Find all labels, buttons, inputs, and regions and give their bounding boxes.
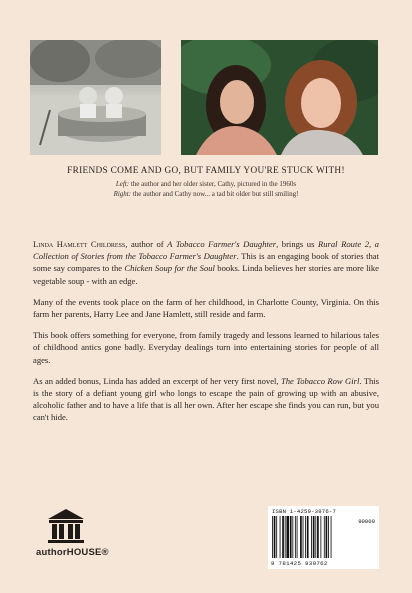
paragraph-intro [33, 238, 379, 287]
book-title: Chicken Soup for the Soul [124, 263, 215, 274]
publisher-logo [36, 508, 116, 563]
caption-right-label: Right: [113, 190, 132, 198]
barcode-bar [272, 516, 273, 558]
library-building-icon [47, 508, 85, 544]
barcode-bar [290, 516, 292, 558]
book-title: Rural Route 2, a Collection of Stories from the Tobacco Farmer's Daughter [33, 239, 379, 262]
barcode-bar [282, 516, 284, 558]
paragraph-text: As an added bonus, Linda has added an excerpt of her very first novel, [33, 375, 281, 386]
paragraph-bonus [33, 375, 379, 424]
paragraph-text: books. Linda believes her stories are more like vegetable soup - with an edge. [33, 263, 379, 286]
barcode-bar [324, 516, 325, 558]
barcode-bar [320, 516, 321, 558]
paragraph-text: , brings us [276, 239, 318, 249]
price-code: 90000 [358, 518, 375, 525]
children-in-washtub-image [30, 40, 161, 155]
caption-left [0, 180, 412, 188]
caption-left-label: Left: [115, 180, 130, 188]
barcode-bar [303, 516, 304, 558]
barcode-bar [292, 516, 293, 558]
barcode-bar [285, 516, 286, 558]
paragraph-text: , author of [125, 239, 168, 249]
publisher-name: authorHOUSE® [36, 547, 109, 558]
barcode-bar [313, 516, 315, 558]
author-name: Linda Hamlett Childress [33, 239, 126, 249]
paragraph-text: . This is the story of a defiant young girl who longs to escape the pain of growing up with an abusive, alcoholic father and to have a life that is all her own. After her escape she finds you can run, but you can't hide. [33, 375, 380, 423]
book-title: The Tobacco Row Girl [280, 375, 360, 386]
barcode-bar [297, 516, 298, 558]
barcode-bar [307, 516, 309, 558]
caption-right [0, 190, 412, 198]
paragraph-farm: Many of the events took place on the farm of her childhood, in Charlotte County, Virginia. On this farm her parents, Harry Lee and Jane Hamlett, still reside and farm. [33, 296, 379, 320]
barcode-bar [311, 516, 312, 558]
author-and-sister-image [181, 40, 378, 155]
caption-right-text: the author and Cathy now... a tad bit older but still smiling! [131, 190, 299, 198]
barcode-bar [286, 516, 289, 558]
barcode-bar [326, 516, 328, 558]
barcode-bar [274, 516, 276, 558]
paragraph-audience: This book offers something for everyone, from family tragedy and lessons learned to hilarious tales of childhood antics gone badly. Everyday dealings turn into entertaining stories for people of all ages. [33, 330, 379, 365]
barcode-bar [305, 516, 306, 558]
vintage-children-photo [30, 40, 161, 155]
isbn-number: ISBN 1-4259-3976-7 [272, 508, 337, 515]
barcode-bar [317, 516, 319, 558]
barcode-bar [280, 516, 281, 558]
caption-left-text: the author and her older sister, Cathy, pictured in the 1960s [129, 180, 297, 188]
paragraph-text: . This is an engaging book of stories that some say compares to the [33, 251, 379, 274]
ean-number: 9 781425 939762 [271, 560, 328, 567]
barcode-bar [331, 516, 332, 558]
barcode-bar [300, 516, 302, 558]
barcode-bar [295, 516, 296, 558]
barcode-bars [272, 516, 352, 558]
book-description [33, 238, 379, 433]
barcode-bar [328, 516, 329, 558]
barcode-bar [276, 516, 277, 558]
sisters-smiling-photo [181, 40, 378, 155]
tagline: FRIENDS COME AND GO, BUT FAMILY YOU'RE STUCK WITH! [67, 166, 345, 176]
isbn-barcode [268, 506, 379, 569]
book-title: A Tobacco Farmer's Daughter [167, 239, 277, 249]
barcode-bar [315, 516, 316, 558]
